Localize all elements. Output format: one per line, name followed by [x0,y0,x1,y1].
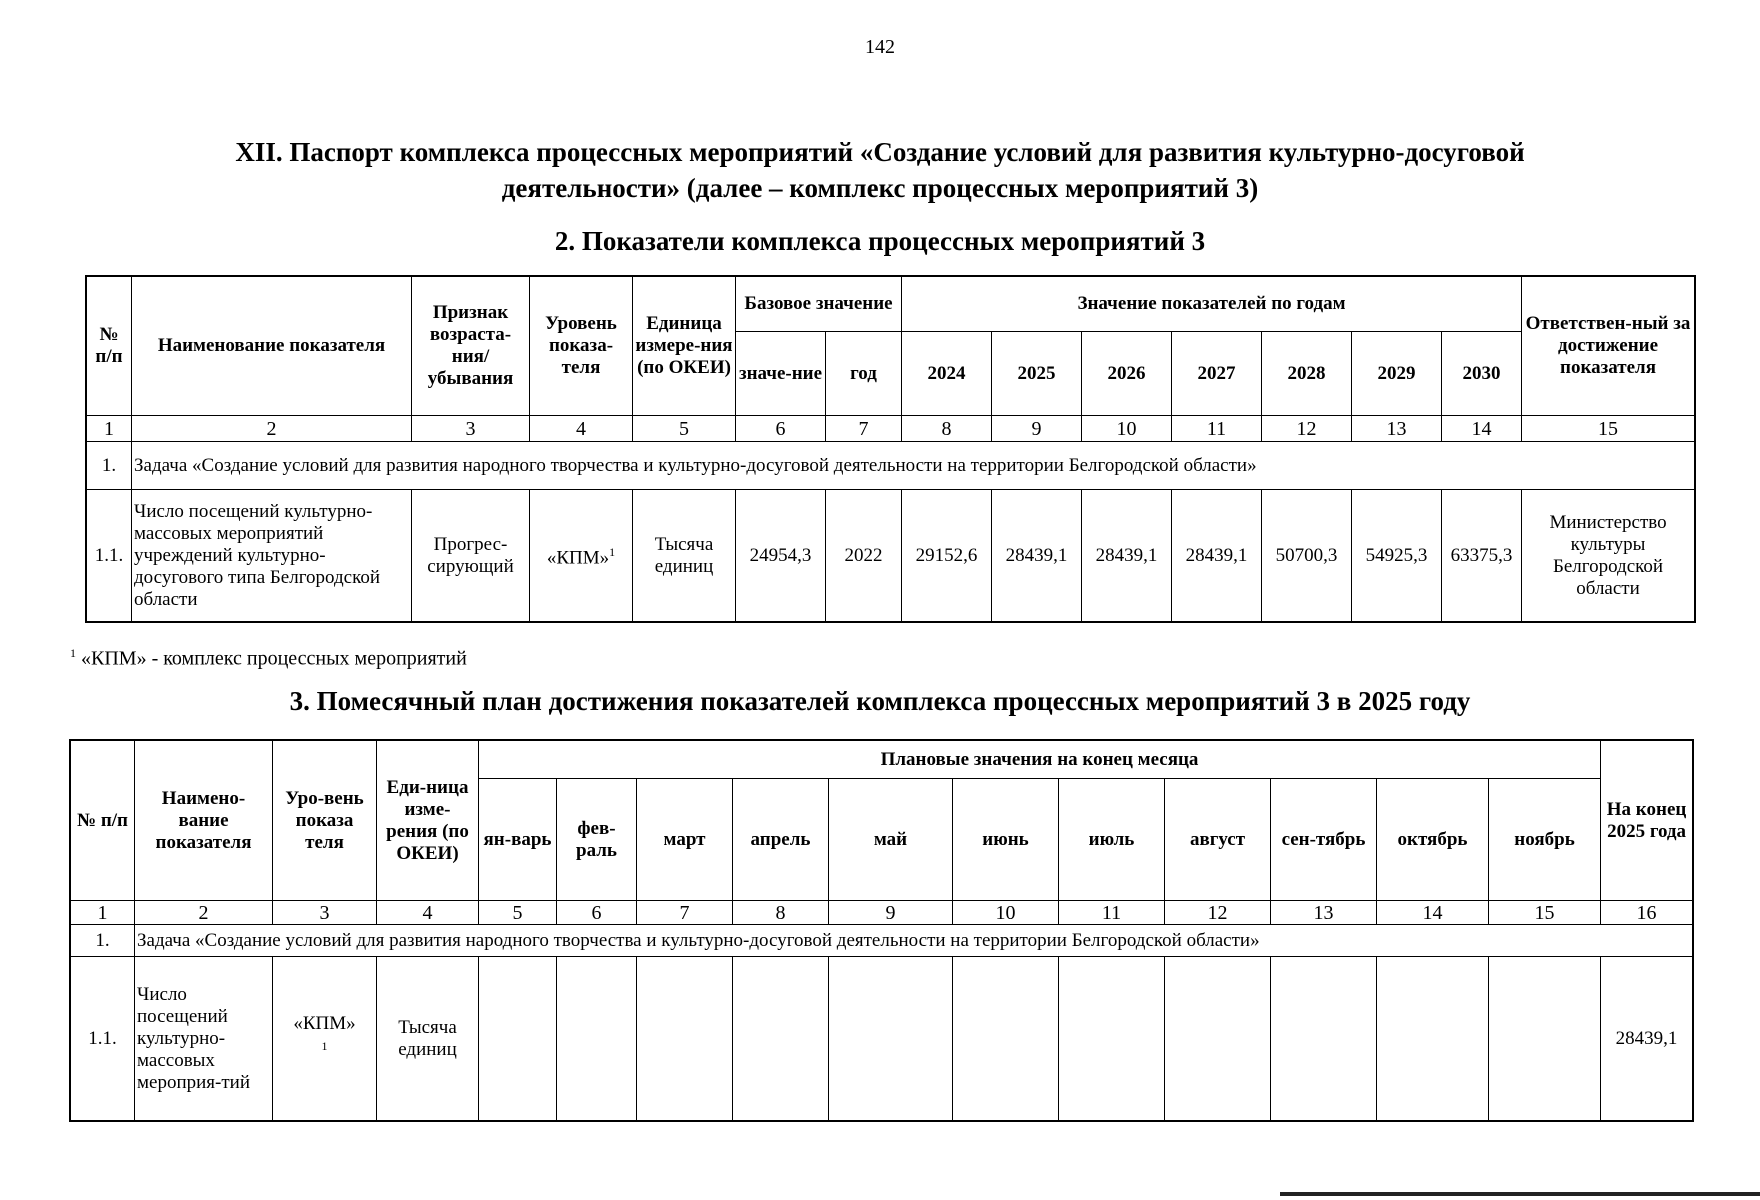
year-value: 54925,3 [1352,490,1442,622]
header-month: ян-варь [479,779,557,901]
column-number: 12 [1262,416,1352,442]
level-text: «КПМ» [293,1013,356,1035]
header-month: фев-раль [557,779,637,901]
column-number: 3 [412,416,530,442]
header-level: Уровень показа-теля [530,277,633,416]
column-number: 15 [1489,901,1601,925]
header-sign: Признак возраста-ния/ убывания [412,277,530,416]
month-value [1059,957,1165,1121]
year-value: 50700,3 [1262,490,1352,622]
task-number: 1. [71,925,135,957]
column-number: 9 [829,901,953,925]
column-number: 13 [1352,416,1442,442]
end-of-year-value: 28439,1 [1601,957,1693,1121]
header-num: № п/п [87,277,132,416]
header-base: Базовое значение [736,277,902,332]
footnote-ref: 1 [321,1039,328,1054]
year-value: 28439,1 [1172,490,1262,622]
column-number: 5 [479,901,557,925]
header-name: Наимено-вание показателя [135,741,273,901]
month-value [953,957,1059,1121]
header-base-value: значе-ние [736,332,826,416]
header-year: 2027 [1172,332,1262,416]
column-number: 10 [1082,416,1172,442]
column-number: 8 [733,901,829,925]
section-title: XII. Паспорт комплекса процессных мероприятий «Создание условий для развития культурно-досуговой деятельности» (далее – комплекс процессных мероприятий 3) [235,137,1525,203]
page-number: 142 [865,36,895,58]
header-year: 2030 [1442,332,1522,416]
column-number: 13 [1271,901,1377,925]
header-month: август [1165,779,1271,901]
column-number: 16 [1601,901,1693,925]
column-number: 7 [637,901,733,925]
header-month: июль [1059,779,1165,901]
header-by-years: Значение показателей по годам [902,277,1522,332]
column-number: 2 [132,416,412,442]
task-text: Задача «Создание условий для развития народного творчества и культурно-досуговой деятельности на территории Белгородской области» [132,442,1695,490]
month-value [1377,957,1489,1121]
year-value: 28439,1 [992,490,1082,622]
header-unit: Единица измере-ния (по ОКЕИ) [633,277,736,416]
indicator-level [273,957,377,1121]
month-value [637,957,733,1121]
header-year: 2024 [902,332,992,416]
column-number: 1 [87,416,132,442]
year-value: 63375,3 [1442,490,1522,622]
header-month: июнь [953,779,1059,901]
column-number: 2 [135,901,273,925]
header-name: Наименование показателя [132,277,412,416]
column-number: 6 [736,416,826,442]
header-year: 2025 [992,332,1082,416]
task-text: Задача «Создание условий для развития народного творчества и культурно-досуговой деятельности на территории Белгородской области» [135,925,1693,957]
column-number: 10 [953,901,1059,925]
task-number: 1. [87,442,132,490]
footnote [70,646,467,671]
indicator-sign: Прогрес-сирующий [412,490,530,622]
month-value [1271,957,1377,1121]
month-value [733,957,829,1121]
month-value [1489,957,1601,1121]
header-month: сен-тябрь [1271,779,1377,901]
column-number: 8 [902,416,992,442]
header-base-year: год [826,332,902,416]
header-month: октябрь [1377,779,1489,901]
scan-edge-line [1280,1192,1760,1196]
header-year: 2028 [1262,332,1352,416]
column-number: 14 [1377,901,1489,925]
header-month: март [637,779,733,901]
column-number: 4 [530,416,633,442]
header-end: На конец 2025 года [1601,741,1693,901]
indicator-name: Число посещений культурно-массовых мероприятий учреждений культурно-досугового типа Белгородской области [132,490,412,622]
indicator-name: Число посещений культурно-массовых мероприя-тий [135,957,273,1121]
column-number: 15 [1522,416,1695,442]
level-text: «КПМ» [546,547,610,569]
indicator-unit: Тысяча единиц [377,957,479,1121]
year-value: 28439,1 [1082,490,1172,622]
month-value [829,957,953,1121]
table3-title: 3. Помесячный план достижения показателей комплекса процессных мероприятий 3 в 2025 году [289,686,1471,716]
header-year: 2026 [1082,332,1172,416]
header-level: Уро-вень показа теля [273,741,377,901]
header-plan: Плановые значения на конец месяца [479,741,1601,779]
monthly-plan-table [70,740,1693,1121]
row-number: 1.1. [87,490,132,622]
base-value: 24954,3 [736,490,826,622]
column-number: 4 [377,901,479,925]
year-value: 29152,6 [902,490,992,622]
base-year: 2022 [826,490,902,622]
header-month: май [829,779,953,901]
column-number: 9 [992,416,1082,442]
header-month: апрель [733,779,829,901]
column-number: 7 [826,416,902,442]
header-num: № п/п [71,741,135,901]
header-month: ноябрь [1489,779,1601,901]
header-responsible: Ответствен-ный за достижение показателя [1522,277,1695,416]
indicator-unit: Тысяча единиц [633,490,736,622]
column-number: 12 [1165,901,1271,925]
indicator-level [530,490,633,622]
month-value [479,957,557,1121]
header-unit: Еди-ница изме-рения (по ОКЕИ) [377,741,479,901]
indicators-table [86,276,1695,622]
footnote-ref: 1 [609,545,616,560]
month-value [1165,957,1271,1121]
row-number: 1.1. [71,957,135,1121]
responsible: Министерство культуры Белгородской области [1522,490,1695,622]
column-number: 1 [71,901,135,925]
month-value [557,957,637,1121]
column-number: 3 [273,901,377,925]
footnote-mark: 1 [70,646,76,660]
header-year: 2029 [1352,332,1442,416]
table2-title: 2. Показатели комплекса процессных мероприятий 3 [554,226,1206,256]
column-number: 14 [1442,416,1522,442]
column-number: 6 [557,901,637,925]
column-number: 11 [1059,901,1165,925]
column-number: 11 [1172,416,1262,442]
footnote-text: «КПМ» - комплекс процессных мероприятий [81,647,467,670]
column-number: 5 [633,416,736,442]
